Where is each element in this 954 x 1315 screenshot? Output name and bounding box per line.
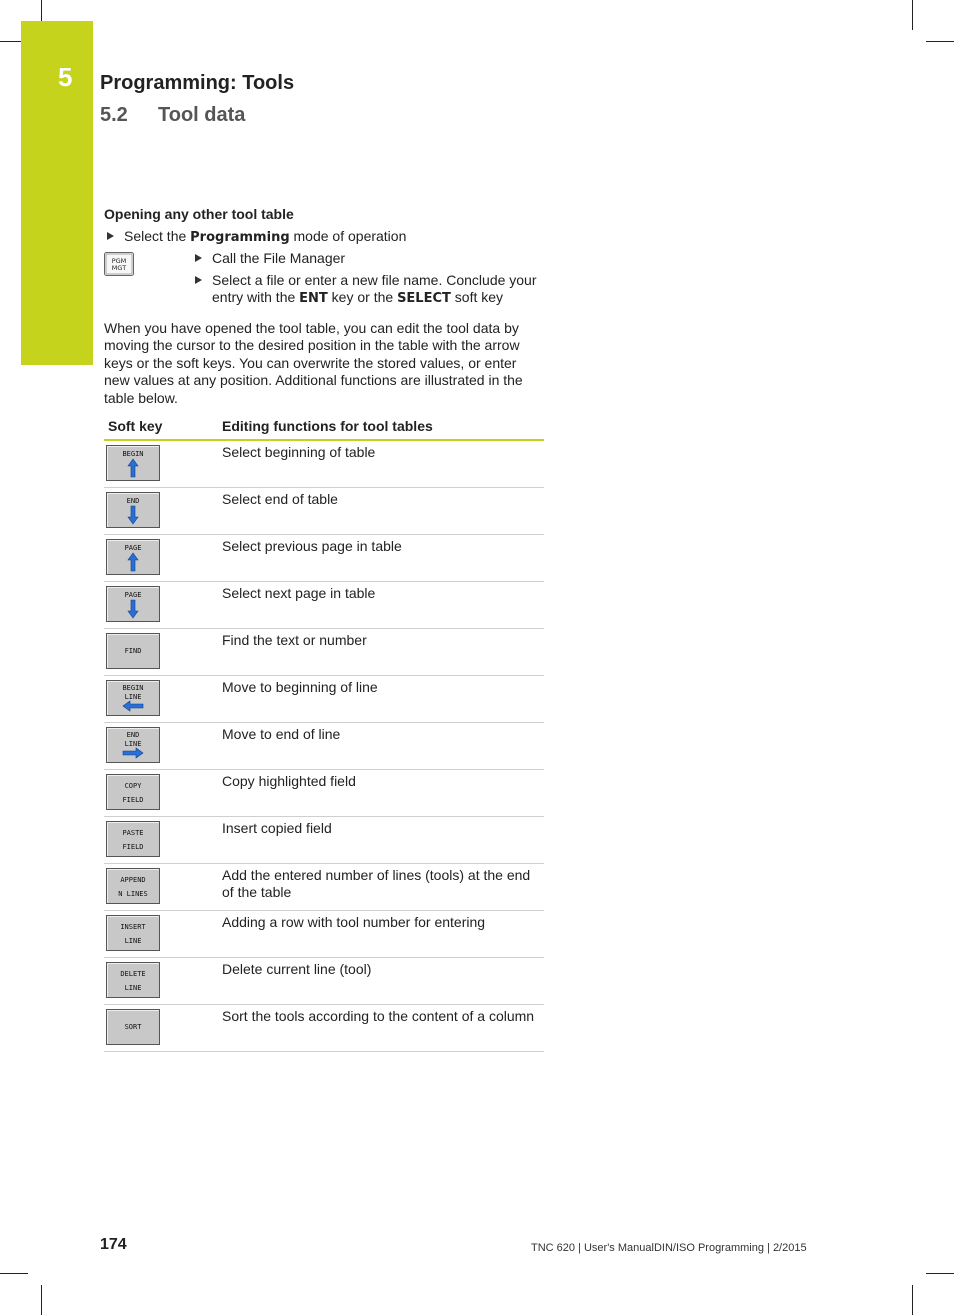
- chapter-number: 5: [58, 62, 73, 92]
- file-manager-block: [104, 250, 544, 308]
- crop-mark: [41, 0, 42, 21]
- table-row: [104, 863, 544, 910]
- soft-key-begin[interactable]: [106, 445, 160, 481]
- crop-mark: [0, 1273, 28, 1274]
- function-description: Sort the tools according to the content of a column: [218, 1004, 544, 1051]
- soft-key-label: END: [126, 730, 140, 739]
- footer-text: TNC 620 | User's ManualDIN/ISO Programming | 2/2015: [531, 1242, 807, 1254]
- soft-key-cell: [104, 487, 218, 534]
- soft-key-cell: [104, 722, 218, 769]
- soft-key-label: FIELD: [122, 795, 144, 804]
- soft-key-label: INSERT: [120, 922, 146, 931]
- section-title: [100, 104, 245, 127]
- chapter-tab: [21, 21, 93, 365]
- soft-key-sort[interactable]: [106, 1009, 160, 1045]
- bullet-triangle-icon: [107, 232, 114, 240]
- function-description: Find the text or number: [218, 628, 544, 675]
- table-row: [104, 957, 544, 1004]
- soft-key-label: BEGIN: [122, 449, 144, 458]
- crop-mark: [41, 1285, 42, 1315]
- soft-key-cell: [104, 910, 218, 957]
- bullet-triangle-icon: [195, 276, 202, 284]
- header-function: Editing functions for tool tables: [218, 415, 544, 440]
- function-description: Adding a row with tool number for entering: [218, 910, 544, 957]
- soft-key-begin-line[interactable]: [106, 680, 160, 716]
- soft-key-page[interactable]: [106, 586, 160, 622]
- soft-key-label: DELETE: [120, 969, 146, 978]
- crop-mark: [926, 1273, 954, 1274]
- table-row: [104, 534, 544, 581]
- table-row: [104, 581, 544, 628]
- function-description: Select end of table: [218, 487, 544, 534]
- arrow-down-icon: [107, 587, 159, 621]
- table-row: [104, 675, 544, 722]
- editing-functions-table: [104, 415, 544, 1052]
- svg-text:MGT: MGT: [111, 264, 127, 272]
- table-row: [104, 816, 544, 863]
- soft-key-label: FIND: [124, 646, 142, 655]
- soft-key-label: LINE: [124, 692, 142, 701]
- page-number: 174: [100, 1236, 127, 1253]
- arrow-up-icon: [107, 446, 159, 480]
- soft-key-label: PAGE: [124, 543, 142, 552]
- table-row: [104, 440, 544, 488]
- arrow-down-icon: [107, 493, 159, 527]
- soft-key-find[interactable]: [106, 633, 160, 669]
- soft-key-insert-line[interactable]: [106, 915, 160, 951]
- main-content: [104, 206, 544, 1052]
- table-row: [104, 1004, 544, 1051]
- step-select-programming: Select the Programming mode of operation: [104, 228, 544, 247]
- function-description: Move to end of line: [218, 722, 544, 769]
- function-description: Move to beginning of line: [218, 675, 544, 722]
- soft-key-label: BEGIN: [122, 683, 144, 692]
- step-call-file-manager: Call the File Manager: [192, 250, 544, 268]
- function-description: Delete current line (tool): [218, 957, 544, 1004]
- soft-key-label: APPEND: [120, 875, 146, 884]
- function-description: Select beginning of table: [218, 440, 544, 488]
- table-row: [104, 628, 544, 675]
- soft-key-label: FIELD: [122, 842, 144, 851]
- crop-mark: [0, 41, 21, 42]
- soft-key-cell: [104, 816, 218, 863]
- arrow-right-icon: [107, 728, 159, 762]
- crop-mark: [912, 0, 913, 30]
- soft-key-cell: [104, 675, 218, 722]
- soft-key-label: SORT: [124, 1022, 142, 1031]
- table-row: [104, 487, 544, 534]
- function-description: Select next page in table: [218, 581, 544, 628]
- table-row: [104, 722, 544, 769]
- soft-key-copy-field[interactable]: [106, 774, 160, 810]
- svg-text:PGM: PGM: [111, 257, 127, 265]
- soft-key-cell: [104, 628, 218, 675]
- soft-key-page[interactable]: [106, 539, 160, 575]
- soft-key-append-n-lines[interactable]: [106, 868, 160, 904]
- soft-key-label: LINE: [124, 983, 142, 992]
- function-description: Insert copied field: [218, 816, 544, 863]
- soft-key-label: END: [126, 496, 140, 505]
- arrow-left-icon: [107, 681, 159, 715]
- soft-key-cell: [104, 581, 218, 628]
- header-soft-key: Soft key: [104, 415, 218, 440]
- function-description: Copy highlighted field: [218, 769, 544, 816]
- soft-key-label: LINE: [124, 936, 142, 945]
- soft-key-cell: [104, 1004, 218, 1051]
- section-number: 5.2: [100, 104, 128, 126]
- soft-key-delete-line[interactable]: [106, 962, 160, 998]
- opening-heading: Opening any other tool table: [104, 206, 294, 222]
- function-description: Add the entered number of lines (tools) at the end of the table: [218, 863, 544, 910]
- soft-key-cell: [104, 957, 218, 1004]
- soft-key-label: COPY: [124, 781, 142, 790]
- arrow-up-icon: [107, 540, 159, 574]
- soft-key-cell: [104, 863, 218, 910]
- soft-key-end[interactable]: [106, 492, 160, 528]
- soft-key-label: PASTE: [122, 828, 144, 837]
- table-row: [104, 910, 544, 957]
- soft-key-paste-field[interactable]: [106, 821, 160, 857]
- soft-key-cell: [104, 534, 218, 581]
- soft-key-cell: [104, 440, 218, 488]
- function-description: Select previous page in table: [218, 534, 544, 581]
- intro-paragraph: When you have opened the tool table, you can edit the tool data by moving the cursor to the desired position in the table with the arrow keys or the soft keys. You can overwrite the stored values, or enter new values at any position. Additional functions are illustrated in the table below.: [104, 319, 523, 406]
- table-row: [104, 769, 544, 816]
- bullet-triangle-icon: [195, 254, 202, 262]
- crop-mark: [926, 41, 954, 42]
- table-header-row: [104, 415, 544, 440]
- soft-key-end-line[interactable]: [106, 727, 160, 763]
- step-select-file: Select a file or enter a new file name. Conclude your entry with the ENT key or the SELECT soft key: [192, 272, 544, 308]
- soft-key-label: N LINES: [118, 889, 148, 898]
- soft-key-cell: [104, 769, 218, 816]
- soft-key-label: PAGE: [124, 590, 142, 599]
- chapter-title: Programming: Tools: [100, 72, 295, 94]
- section-name: Tool data: [158, 104, 246, 126]
- crop-mark: [912, 1285, 913, 1315]
- pgm-mgt-key-icon[interactable]: [104, 252, 134, 281]
- soft-key-label: LINE: [124, 739, 142, 748]
